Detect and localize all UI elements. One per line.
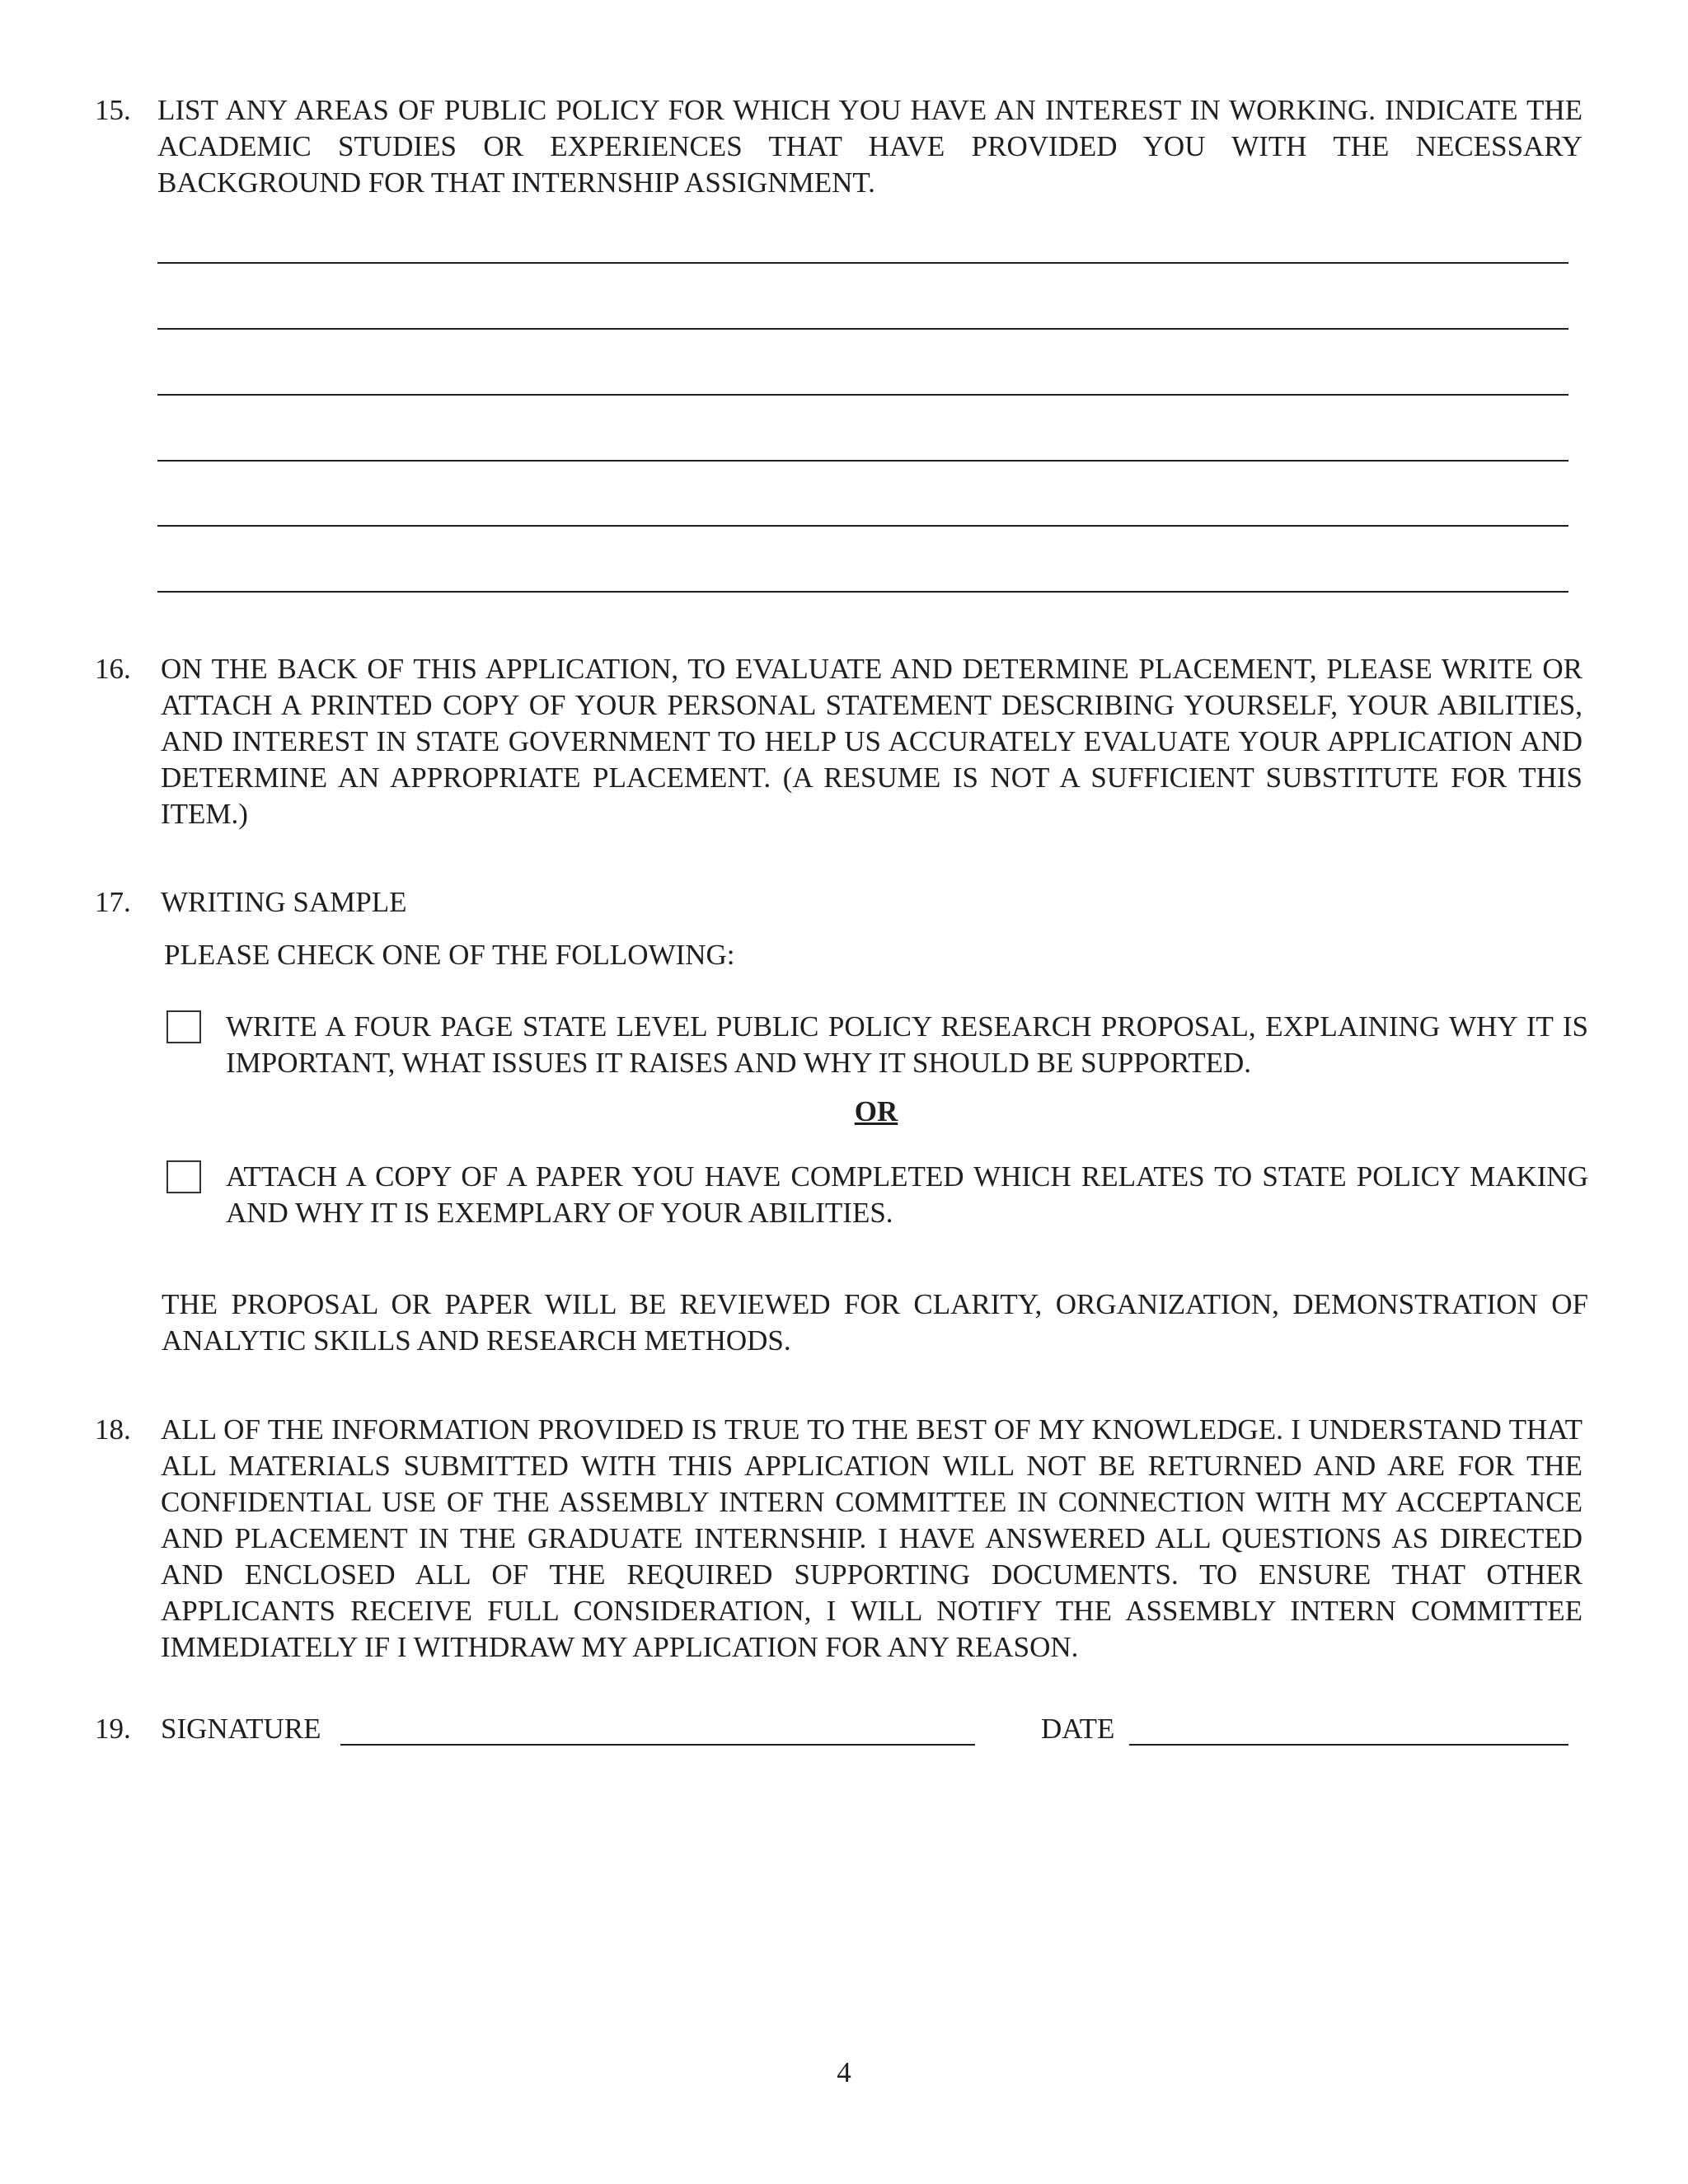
answer-line[interactable] [157, 262, 1568, 264]
option-paper-checkbox[interactable] [166, 1160, 201, 1193]
option-proposal-checkbox[interactable] [166, 1010, 201, 1043]
writing-sample-instruction: PLEASE CHECK ONE OF THE FOLLOWING: [164, 939, 735, 971]
signature-field[interactable] [340, 1744, 975, 1746]
date-label: DATE [1041, 1713, 1115, 1745]
question-18-number: 18. [95, 1413, 131, 1446]
answer-line[interactable] [157, 460, 1568, 462]
option-paper-text: ATTACH A COPY OF A PAPER YOU HAVE COMPLETED WHICH RELATES TO STATE POLICY MAKING AND WHY IT IS EXEMPLARY OF YOUR ABILITIES. [226, 1160, 1588, 1229]
answer-line[interactable] [157, 394, 1568, 396]
question-16-number: 16. [95, 653, 131, 685]
question-16-text: ON THE BACK OF THIS APPLICATION, TO EVALUATE AND DETERMINE PLACEMENT, PLEASE WRITE OR ATTACH A PRINTED COPY OF YOUR PERSONAL STATEMENT DESCRIBING YOURSELF, YOUR ABILITIES, AND INTEREST IN STATE GOVERNMENT TO HELP US ACCURATELY EVALUATE YOUR APPLICATION AND DETERMINE AN APPROPRIATE PLACEMENT. (A RESUME IS NOT A SUFFICIENT SUBSTITUTE FOR THIS ITEM.) [161, 653, 1582, 830]
signature-label: SIGNATURE [161, 1713, 321, 1745]
writing-sample-note: THE PROPOSAL OR PAPER WILL BE REVIEWED FOR CLARITY, ORGANIZATION, DEMONSTRATION OF ANALYTIC SKILLS AND RESEARCH METHODS. [162, 1288, 1588, 1357]
option-proposal-text: WRITE A FOUR PAGE STATE LEVEL PUBLIC POLICY RESEARCH PROPOSAL, EXPLAINING WHY IT IS IMPORTANT, WHAT ISSUES IT RAISES AND WHY IT SHOULD BE SUPPORTED. [226, 1010, 1588, 1079]
or-separator: OR [854, 1095, 898, 1127]
question-17-number: 17. [95, 886, 131, 918]
question-15-number: 15. [95, 94, 131, 126]
question-18-text: ALL OF THE INFORMATION PROVIDED IS TRUE TO THE BEST OF MY KNOWLEDGE. I UNDERSTAND THAT ALL MATERIALS SUBMITTED WITH THIS APPLICATION WILL NOT BE RETURNED AND ARE FOR THE CONFIDENTIAL USE OF THE ASSEMBLY INTERN COMMITTEE IN CONNECTION WITH MY ACCEPTANCE AND PLACEMENT IN THE GRADUATE INTERNSHIP. I HAVE ANSWERED ALL QUESTIONS AS DIRECTED AND ENCLOSED ALL OF THE REQUIRED SUPPORTING DOCUMENTS. TO ENSURE THAT OTHER APPLICANTS RECEIVE FULL CONSIDERATION, I WILL NOTIFY THE ASSEMBLY INTERN COMMITTEE IMMEDIATELY IF I WITHDRAW MY APPLICATION FOR ANY REASON. [161, 1413, 1582, 1663]
question-17-title: WRITING SAMPLE [161, 886, 407, 918]
answer-line[interactable] [157, 591, 1568, 593]
question-15-text: LIST ANY AREAS OF PUBLIC POLICY FOR WHICH YOU HAVE AN INTEREST IN WORKING. INDICATE THE ACADEMIC STUDIES OR EXPERIENCES THAT HAVE PROVIDED YOU WITH THE NECESSARY BACKGROUND FOR THAT INTERNSHIP ASSIGNMENT. [157, 94, 1582, 199]
answer-line[interactable] [157, 328, 1568, 330]
page-number: 4 [837, 2056, 851, 2088]
answer-line[interactable] [157, 525, 1568, 527]
question-19-number: 19. [95, 1713, 131, 1745]
date-field[interactable] [1129, 1744, 1568, 1746]
